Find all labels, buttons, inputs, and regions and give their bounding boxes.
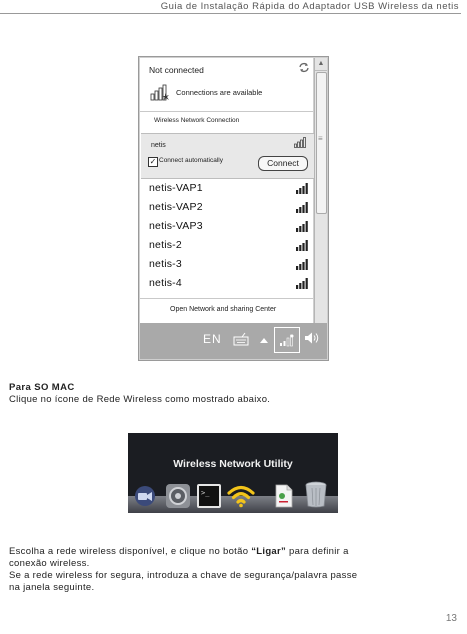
terminal-icon[interactable] — [196, 483, 222, 509]
selected-network-netis[interactable] — [141, 133, 314, 179]
instruction-text: Escolha a rede wireless disponível, e clique no botão — [9, 546, 252, 557]
network-name: netis-VAP3 — [149, 220, 203, 232]
connect-button[interactable]: Connect — [258, 156, 308, 171]
instruction-line-1 — [9, 546, 349, 558]
selected-network-name: netis — [151, 142, 166, 149]
mac-instruction: Clique no ícone de Rede Wireless como mostrado abaixo. — [9, 394, 271, 405]
facetime-icon[interactable] — [134, 485, 156, 507]
connections-available-text: Connections are available — [176, 88, 263, 97]
connect-button-reference: “Ligar” — [251, 546, 287, 557]
wireless-signal-icon — [279, 333, 295, 347]
page-header-title: Guia de Instalação Rápida do Adaptador USB Wireless da netis — [160, 1, 459, 12]
divider — [140, 298, 313, 299]
scrollbar[interactable] — [314, 58, 327, 352]
mac-section-title: Para SO MAC — [9, 382, 75, 393]
page-number: 13 — [445, 613, 457, 624]
mac-dock-screenshot — [128, 433, 338, 513]
instruction-line-2: conexão wireless. — [9, 558, 90, 569]
network-name: netis-VAP1 — [149, 182, 203, 194]
instruction-line-3: Se a rede wireless for segura, introduza a chave de segurança/palavra passe — [9, 570, 358, 581]
network-list-panel — [140, 58, 313, 352]
signal-strength-icon — [296, 221, 309, 232]
network-list-item[interactable] — [149, 201, 309, 218]
trash-icon[interactable] — [304, 480, 328, 508]
instruction-text: para definir a — [286, 546, 349, 557]
network-list-item[interactable] — [149, 258, 309, 275]
network-sharing-center-link[interactable]: Open Network and sharing Center — [170, 306, 277, 313]
instruction-line-4: na janela seguinte. — [9, 582, 95, 593]
system-preferences-icon[interactable] — [165, 483, 191, 509]
connect-automatically-checkbox[interactable]: ✓ — [149, 157, 157, 166]
network-name: netis-VAP2 — [149, 201, 203, 213]
svg-text:>_: >_ — [201, 489, 210, 497]
windows-wifi-popup — [138, 56, 329, 361]
signal-strength-icon — [296, 278, 309, 289]
network-name: netis-2 — [149, 239, 182, 251]
connect-automatically-label: Connect automatically — [159, 157, 223, 164]
network-list-item[interactable] — [149, 239, 309, 256]
wifi-icon[interactable] — [227, 484, 255, 508]
signal-strength-icon — [296, 183, 309, 194]
dock-tooltip: Wireless Network Utility — [173, 458, 293, 470]
signal-strength-icon — [296, 259, 309, 270]
keyboard-icon[interactable] — [233, 332, 249, 346]
network-list-item[interactable] — [149, 277, 309, 294]
network-available-icon — [150, 81, 170, 101]
connection-status: Not connected — [149, 65, 204, 75]
wireless-section-label: Wireless Network Connection — [154, 117, 240, 124]
network-list-item[interactable] — [149, 182, 309, 199]
scroll-up-icon[interactable]: ▲ — [315, 58, 327, 71]
speaker-icon[interactable] — [304, 331, 320, 345]
network-list-item[interactable] — [149, 220, 309, 237]
signal-strength-icon — [296, 202, 309, 213]
scroll-thumb[interactable] — [316, 72, 327, 214]
header-rule — [0, 13, 461, 14]
refresh-icon[interactable] — [298, 62, 310, 73]
signal-strength-icon — [294, 137, 307, 148]
show-hidden-icons-icon[interactable] — [260, 338, 268, 343]
signal-strength-icon — [296, 240, 309, 251]
network-tray-icon[interactable] — [274, 327, 300, 353]
network-name: netis-4 — [149, 277, 182, 289]
document-icon[interactable] — [274, 484, 294, 508]
language-indicator[interactable]: EN — [203, 332, 222, 346]
divider — [140, 111, 313, 112]
network-name: netis-3 — [149, 258, 182, 270]
scroll-grip-icon: ≡ — [318, 134, 323, 143]
taskbar — [140, 323, 327, 359]
